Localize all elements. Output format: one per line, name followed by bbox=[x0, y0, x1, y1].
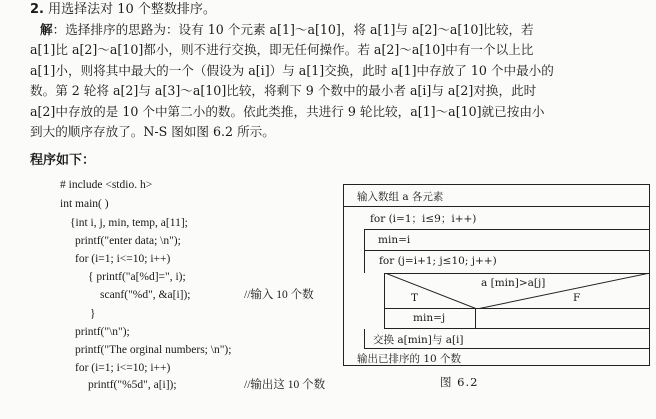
code-line: {int i, j, min, temp, a[11]; bbox=[70, 217, 188, 229]
ns-false-label: F bbox=[573, 292, 581, 304]
ns-input-box: 输入数组 a 各元素 bbox=[344, 185, 649, 207]
figure-caption: 图 6.2 bbox=[440, 375, 479, 389]
ns-inner-loop-box: for (j=i+1; j≤10; j++) bbox=[364, 251, 649, 273]
ns-condition-text: a [min]>a[j] bbox=[481, 277, 546, 289]
code-line: { printf("a[%d]=", i); bbox=[88, 271, 186, 283]
code-line: # include <stdio. h> bbox=[60, 179, 153, 191]
code-comment-output: //输出这 10 个数 bbox=[244, 379, 326, 391]
ns-assign-min-box: min=i bbox=[364, 229, 649, 251]
ns-false-action-box bbox=[476, 309, 649, 329]
code-line: } bbox=[90, 308, 96, 320]
exercise-title: 用选择法对 10 个整数排序。 bbox=[48, 2, 216, 17]
ns-true-action-box: min=j bbox=[384, 309, 476, 329]
ns-condition-box bbox=[384, 273, 649, 309]
solution-line-5: a[2]中存放的是 10 个中第二小的数。依此类推，共进行 9 轮比较，a[1]～a[10]就已按由小 bbox=[30, 103, 545, 119]
ns-true-label: T bbox=[411, 292, 419, 304]
program-title: 程序如下： bbox=[30, 153, 96, 168]
ns-output-box: 输出已排序的 10 个数 bbox=[357, 353, 462, 365]
code-line: printf("%5d", a[i]); bbox=[88, 379, 177, 391]
solution-line-6: 到大的顺序存放了。N-S 图如图 6.2 所示。 bbox=[30, 124, 275, 140]
code-line: printf("\n"); bbox=[75, 326, 130, 338]
solution-line-4: 数。第 2 轮将 a[2]与 a[3]～a[10]比较，将剩下 9 个数中的最小者 a[i]与 a[2]对换，此时 bbox=[30, 83, 537, 99]
ns-swap-box: 交换 a[min]与 a[i] bbox=[364, 329, 649, 349]
solution-paragraph bbox=[30, 20, 642, 142]
solution-line-3: a[1]小，则将其中最大的一个（假设为 a[i]）与 a[1]交换，此时 a[1]中存放了 10 个中最小的 bbox=[30, 62, 554, 78]
solution-line-2: a[1]比 a[2]～a[10]都小，则不进行交换，即无任何操作。若 a[2]～a[10]中有一个以上比 bbox=[30, 42, 534, 58]
solution-label: 解 bbox=[40, 22, 53, 37]
ns-outer-loop-box: for (i=1；i≤9；i++) bbox=[370, 213, 477, 225]
code-line: scanf("%d", &a[i]); bbox=[100, 289, 191, 301]
exercise-heading bbox=[30, 0, 216, 20]
exercise-number: 2. bbox=[30, 2, 44, 17]
code-line: for (i=1; i<=10; i++) bbox=[75, 362, 171, 374]
code-line: printf("The orginal numbers; \n"); bbox=[75, 344, 232, 356]
code-comment-input: //输入 10 个数 bbox=[244, 289, 314, 301]
solution-line-1: 解：选择排序的思路为：设有 10 个元素 a[1]～a[10]，将 a[1]与 a[2]～a[10]比较，若 bbox=[40, 22, 534, 37]
code-line: int main( ) bbox=[60, 198, 109, 210]
code-line: for (i=1; i<=10; i++) bbox=[75, 253, 171, 265]
ns-diagram bbox=[343, 184, 650, 366]
code-line: printf("enter data; \n"); bbox=[75, 235, 181, 247]
